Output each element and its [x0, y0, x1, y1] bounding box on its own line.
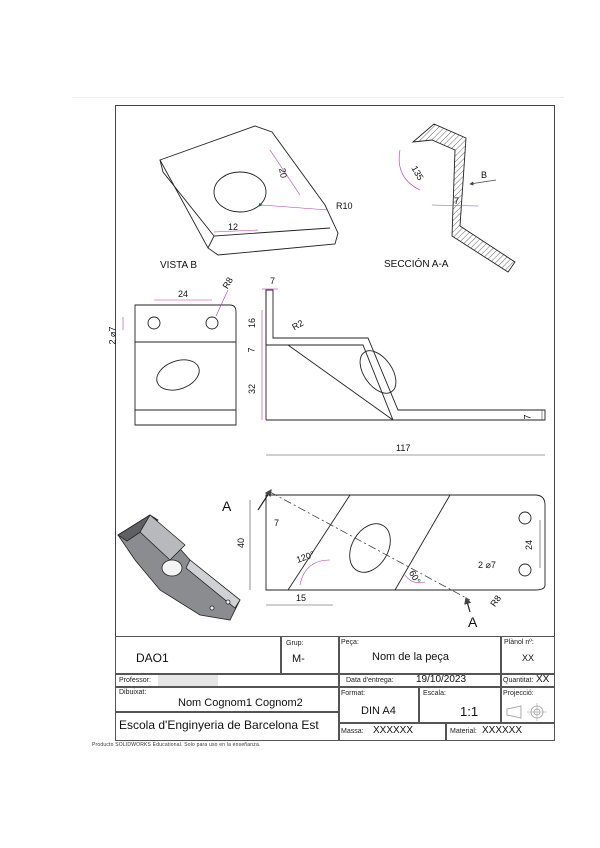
material-label: Material:: [450, 728, 477, 735]
dim-plan-15: 15: [296, 593, 307, 603]
dim-sec-135: 135: [409, 163, 426, 183]
massa-label: Massa:: [341, 728, 364, 735]
section-marker-a-top: A: [222, 498, 232, 514]
dim-plan-40: 40: [236, 537, 247, 549]
projeccio-label: Projecció:: [503, 690, 534, 697]
dim-front-2phi7: 2 ⌀7: [107, 326, 118, 345]
seccion-label: SECCIÓN A-A: [384, 259, 449, 270]
dim-sec-7: 7: [454, 196, 460, 206]
grup-value: M-: [292, 653, 305, 665]
plan-view: [250, 490, 545, 612]
escala-value: 1:1: [460, 704, 479, 719]
drawing-code: DAO1: [136, 651, 169, 665]
professor-name-box: [158, 675, 218, 686]
dim-plan-7: 7: [274, 518, 280, 528]
dim-plan-24: 24: [524, 539, 535, 551]
dim-side-7-right: 7: [522, 414, 533, 420]
dim-side-r2: R2: [290, 317, 306, 333]
data-value: 19/10/2023: [416, 674, 467, 685]
dim-side-16: 16: [247, 317, 258, 329]
dim-side-7: 7: [246, 347, 257, 353]
planol-value: XX: [522, 653, 535, 663]
planol-label: Plànol nº:: [504, 639, 534, 646]
grup-label: Grup:: [286, 640, 304, 647]
quantitat-label: Quantitat:: [503, 677, 534, 684]
dim-front-r8: R8: [220, 275, 235, 291]
professor-label: Professor:: [119, 677, 151, 684]
side-view: [262, 289, 545, 455]
vista-label: VISTA B: [160, 260, 198, 271]
dim-plan-2phi7: 2 ⌀7: [478, 560, 496, 570]
isometric-thumbnail: [118, 515, 240, 620]
format-label: Format:: [341, 690, 366, 697]
dim-side-117: 117: [396, 443, 411, 453]
vista-b-view: [160, 126, 338, 255]
dim-vista-20: 20: [277, 167, 289, 179]
dim-plan-r8: R8: [488, 593, 504, 609]
dim-side-7-top: 7: [270, 276, 276, 286]
peca-label: Peça:: [341, 639, 359, 646]
dim-side-32: 32: [247, 383, 258, 395]
dim-vista-12: 12: [228, 222, 239, 232]
dibuixat-value: Nom Cognom1 Cognom2: [178, 697, 303, 709]
dim-plan-60: 60°: [407, 568, 423, 586]
material-value: XXXXXX: [482, 725, 523, 736]
solidworks-footer: Producto SOLIDWORKS Educational. Solo para uso en la enseñanza.: [92, 742, 261, 748]
escala-label: Escala:: [423, 690, 446, 697]
dim-vista-r10: R10: [336, 201, 353, 211]
dibuixat-label: Dibuixat:: [119, 689, 147, 696]
school-name: Escola d'Enginyeria de Barcelona Est: [119, 718, 319, 732]
peca-value: Nom de la peça: [372, 651, 450, 663]
data-label: Data d'entrega:: [346, 677, 394, 684]
dim-front-24: 24: [178, 289, 189, 299]
projection-symbol-icon: [505, 702, 549, 722]
quantitat-value: XX: [536, 674, 550, 685]
massa-value: XXXXXX: [373, 725, 414, 736]
dim-plan-120: 120°: [294, 549, 316, 565]
format-value: DIN A4: [361, 705, 396, 717]
front-view: [123, 290, 236, 425]
section-marker-a-bottom: A: [468, 614, 478, 630]
section-arrow-label: B: [481, 170, 488, 180]
